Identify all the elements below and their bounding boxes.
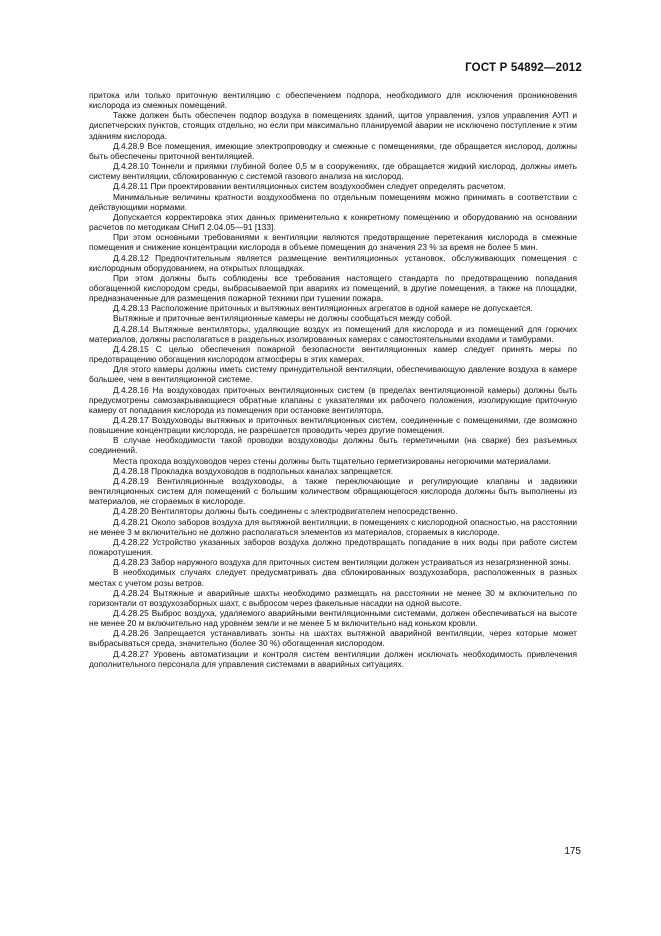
paragraph: Д.4.28.12 Предпочтительным является размещение вентиляционных установок, обслуживающих помещения с кислородным оборудованием, на открытых площадках. [89, 252, 577, 273]
paragraph: При этом должны быть соблюдены все требования настоящего стандарта по предотвращению попадания обогащенной кислородом среды, выбрасываемой при авариях из помещений, в другие помещения, а также на площадки, предназначенные для размещения пожарной техники при тушении пожара. [89, 272, 577, 304]
paragraph: Д.4.28.20 Вентиляторы должны быть соединены с электродвигателем непосредственно. [113, 506, 458, 517]
paragraph: Вытяжные и приточные вентиляционные камеры не должны сообщаться между собой. [113, 313, 453, 324]
document-body [89, 90, 577, 669]
paragraph: Д.4.28.27 Уровень автоматизации и контроля систем вентиляции должен исключать необходимость привлечения дополнительного персонала для управления системами в аварийных ситуациях. [89, 648, 577, 669]
paragraph: Д.4.28.25 Выброс воздуха, удаляемого аварийными вентиляционными системами, должен обеспечиваться на высоте не менее 20 м включительно над уровнем земли и не менее 5 м включительно над коньком кровли. [89, 607, 577, 629]
paragraph: Д.4.28.24 Вытяжные и аварийные шахты необходимо размещать на расстоянии не менее 30 м включительно по горизонтали от воздухозаборных шахт, с выбросом через факельные насадки на одной высоте. [89, 587, 577, 608]
paragraph: Для этого камеры должны иметь систему принудительной вентиляции, обеспечивающую давление воздуха в камере большее, чем в вентиляционной системе. [89, 364, 577, 385]
paragraph: В случае необходимости такой проводки воздуховоды должны быть герметичными (на сварке) без разъемных соединений. [89, 435, 577, 456]
paragraph: Д.4.28.17 Воздуховоды вытяжных и приточных вентиляционных систем, соединенные с помещениями, где возможно повышение концентрации кислорода, не разрешается проводить через другие помещения. [89, 415, 577, 436]
paragraph: Д.4.28.23 Забор наружного воздуха для приточных систем вентиляции должен устраиваться из незагрязненной зоны. [113, 557, 571, 568]
paragraph: В необходимых случаях следует предусматривать два сблокированных воздухозабора, расположенных в разных местах с учетом розы ветров. [89, 567, 577, 588]
paragraph: притока или только приточную вентиляцию с обеспечением подпора, необходимого для исключения проникновения кислорода из смежных помещений. [89, 90, 577, 111]
page-number: 175 [564, 846, 581, 857]
paragraph: Д.4.28.16 На воздуховодах приточных вентиляционных систем (в пределах вентиляционной камеры) должны быть предусмотрены самозакрывающиеся обратные клапаны с указателями их рабочего положения, изолирующие приточную камеру от попадания кислорода из помещения при остановке вентилятора. [89, 384, 577, 415]
paragraph: Д.4.28.15 С целью обеспечения пожарной безопасности вентиляционных камер следует принять меры по предотвращению обогащения кислородом атмосферы в этих камерах. [89, 343, 577, 365]
paragraph: Д.4.28.13 Расположение приточных и вытяжных вентиляционных агрегатов в одной камере не допускается. [113, 303, 533, 314]
paragraph: Д.4.28.14 Вытяжные вентиляторы, удаляющие воздух из помещений для кислорода и из помещений для горючих материалов, должны располагаться в раздельных изолированных камерах с самостоятельными входами и тамбурами. [89, 323, 577, 344]
paragraph: Д.4.28.10 Тоннели и приямки глубиной более 0,5 м в сооружениях, где обращается жидкий кислород, должны иметь систему вентиляции, сблокированную с системой газового анализа на кислород. [89, 161, 577, 182]
paragraph: Д.4.28.22 Устройство указанных заборов воздуха должно предотвращать попадание в них воды при работе систем пожаротушения. [89, 536, 577, 558]
paragraph: Д.4.28.19 Вентиляционные воздуховоды, а также переключающие и регулирующие клапаны и задвижки вентиляционных систем для помещений с большим количеством обращающегося кислорода должны быть выполнены из материалов, не сгораемых в кислороде. [89, 475, 577, 507]
paragraph: Д.4.28.26 Запрещается устанавливать зонты на шахтах вытяжной аварийной вентиляции, через которые может выбрасываться среда, значительно (более 30 %) обогащенная кислородом. [89, 628, 577, 649]
paragraph: Также должен быть обеспечен подпор воздуха в помещениях зданий, щитов управления, узлов управления АУП и диспетчерских пунктов, стоящих отдельно, но если при максимально планируемой аварии не исключено поступление к этим зданиям кислорода. [89, 110, 577, 141]
paragraph: Места прохода воздуховодов через стены должны быть тщательно герметизированы негорючими материалами. [113, 455, 551, 466]
paragraph: При этом основными требованиями к вентиляции являются предотвращение перетекания кислорода в смежные помещения и снижение концентрации кислорода в объеме помещения до значения 23 % за время не более 5 мин. [89, 232, 577, 253]
paragraph: Минимальные величины кратности воздухообмена по отдельным помещениям можно принимать в соответствии с действующими нормами. [89, 191, 577, 212]
paragraph: Допускается корректировка этих данных применительно к конкретному помещению и оборудованию на основании расчетов по методикам СНиП 2.04.05—91 [133]. [89, 211, 577, 233]
paragraph: Д.4.28.18 Прокладка воздуховодов в подпольных каналах запрещается. [113, 465, 394, 476]
paragraph: Д.4.28.11 При проектировании вентиляционных систем воздухообмен следует определять расчетом. [113, 181, 506, 192]
standard-header: ГОСТ Р 54892—2012 [465, 62, 582, 74]
paragraph: Д.4.28.21 Около заборов воздуха для вытяжной вентиляции, в помещениях с кислородной опасностью, на расстоянии не менее 3 м включительно не должно располагаться элементов из материалов, сгораемых в кислороде. [89, 516, 577, 537]
paragraph: Д.4.28.9 Все помещения, имеющие электропроводку и смежные с помещениями, где обращается кислород, должны быть обеспечены приточной вентиляцией. [89, 140, 577, 161]
